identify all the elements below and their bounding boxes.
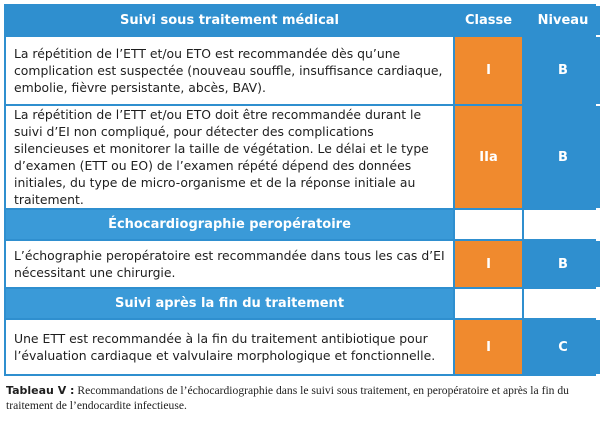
row-1-classe: I xyxy=(455,37,522,104)
row-4-classe: I xyxy=(455,320,522,374)
row-2-classe: IIa xyxy=(455,106,522,208)
header-niveau: Niveau xyxy=(524,6,600,35)
caption-label: Tableau V : xyxy=(6,384,75,397)
caption-text: Recommandations de l’échocardiographie dans le suivi sous traitement, en peropératoire et après la fin du traitement de l’endocardite infectieuse. xyxy=(6,384,569,412)
section-periop-title: Échocardiographie peropératoire xyxy=(6,210,453,239)
recommendations-table xyxy=(4,4,596,376)
table-caption xyxy=(6,383,594,413)
row-2-niveau: B xyxy=(524,106,600,208)
header-classe: Classe xyxy=(455,6,522,35)
row-3-classe: I xyxy=(455,241,522,287)
row-1-niveau: B xyxy=(524,37,600,104)
section-periop-classe-empty xyxy=(455,210,522,239)
section-fin-classe-empty xyxy=(455,289,522,318)
row-3-text: L’échographie peropératoire est recommandée dans tous les cas d’EI nécessitant une chirurgie. xyxy=(6,241,453,287)
header-treatment-follow-up: Suivi sous traitement médical xyxy=(6,6,453,35)
row-4-niveau: C xyxy=(524,320,600,374)
section-fin-niveau-empty xyxy=(524,289,600,318)
section-fin-title: Suivi après la fin du traitement xyxy=(6,289,453,318)
row-4-text: Une ETT est recommandée à la fin du traitement antibiotique pour l’évaluation cardiaque et valvulaire morphologique et fonctionnelle. xyxy=(6,320,453,374)
row-3-niveau: B xyxy=(524,241,600,287)
row-1-text: La répétition de l’ETT et/ou ETO est recommandée dès qu’une complication est suspectée (nouveau souffle, insuffisance cardiaque, embolie, fièvre persistante, abcès, BAV). xyxy=(6,37,453,104)
section-periop-niveau-empty xyxy=(524,210,600,239)
row-2-text: La répétition de l’ETT et/ou ETO doit être recommandée durant le suivi d’EI non compliqué, pour détecter des complications silencieuses et monitorer la taille de végétation. Le délai et le type d’examen (ETT ou EO) de l’examen répété dépend des données initiales, du type de micro-organisme et de la réponse initiale au traitement. xyxy=(6,106,453,208)
